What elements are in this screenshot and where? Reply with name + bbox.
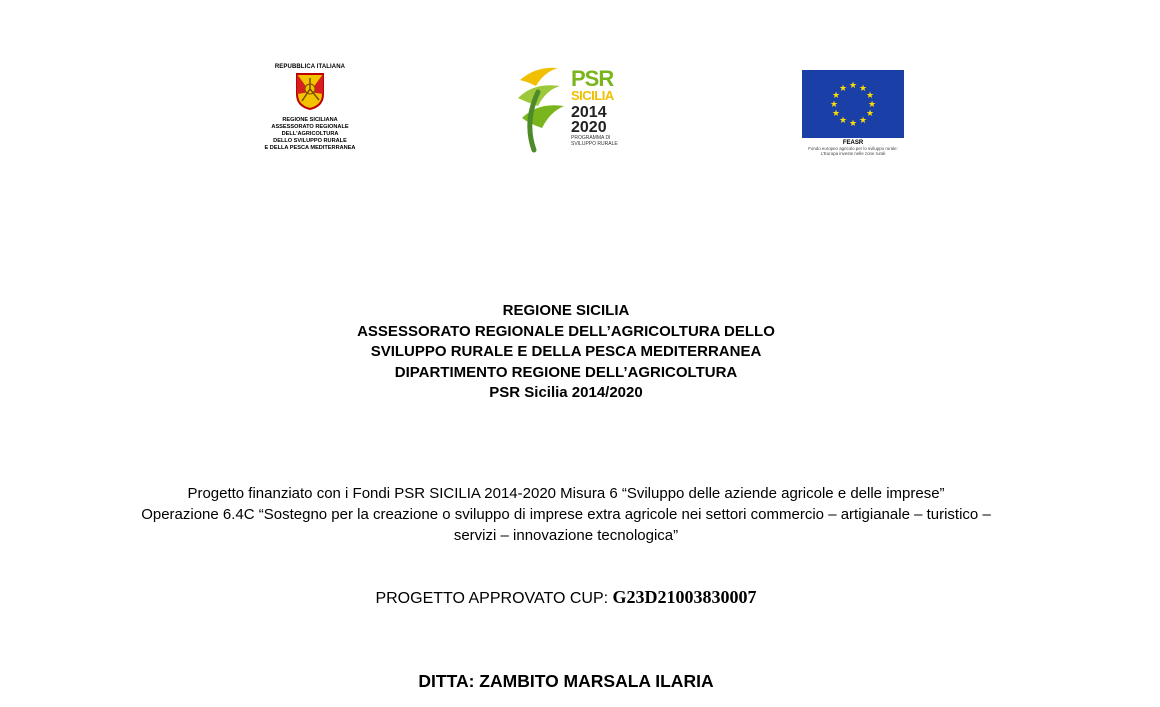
feasr-description: L'Europa investe nelle zone rurali: [820, 151, 886, 156]
cup-line: [0, 587, 1132, 608]
eu-stars-icon: [802, 70, 904, 138]
description-line: Progetto finanziato con i Fondi PSR SICILIA 2014-2020 Misura 6 “Sviluppo delle aziende agricole e delle imprese”: [187, 485, 945, 502]
regione-line: DELL'AGRICOLTURA: [281, 131, 339, 137]
svg-text:★: ★: [867, 100, 877, 110]
svg-text:★: ★: [838, 84, 848, 94]
trinacria-shield-icon: [295, 72, 325, 110]
psr-program-label: [571, 136, 618, 147]
svg-text:★: ★: [848, 81, 858, 91]
cup-label: PROGETTO APPROVATO CUP:: [375, 590, 613, 607]
psr-subtitle: SICILIA: [571, 88, 614, 103]
regione-siciliana-logo: [250, 64, 370, 152]
feasr-description: Fondo europeo agricolo per lo sviluppo rurale:: [808, 146, 898, 151]
regione-line: REGIONE SICILIANA: [282, 117, 338, 123]
heading-line: DIPARTIMENTO REGIONE DELL’AGRICOLTURA: [394, 363, 738, 381]
svg-text:★: ★: [848, 119, 858, 129]
document-heading: [0, 301, 1132, 404]
feasr-label: FEASR: [842, 140, 864, 146]
svg-text:★: ★: [858, 84, 868, 94]
regione-line: E DELLA PESCA MEDITERRANEA: [264, 145, 356, 151]
company-name: DITTA: ZAMBITO MARSALA ILARIA: [418, 671, 714, 691]
description-line: servizi – innovazione tecnologica”: [453, 527, 679, 544]
project-description: [0, 483, 1132, 546]
svg-text:★: ★: [838, 116, 848, 126]
cup-code: G23D21003830007: [612, 587, 757, 607]
psr-title: PSR: [571, 66, 614, 91]
description-line: Operazione 6.4C “Sostegno per la creazione o sviluppo di imprese extra agricole nei settori commercio – artigianale – turistico –: [141, 506, 991, 523]
heading-line: SVILUPPO RURALE E DELLA PESCA MEDITERRANEA: [370, 343, 762, 360]
svg-text:★: ★: [831, 109, 841, 119]
eu-feasr-logo: [796, 70, 910, 156]
republic-label: REPUBBLICA ITALIANA: [274, 64, 346, 70]
svg-text:★: ★: [858, 116, 868, 126]
heading-line: ASSESSORATO REGIONALE DELL’AGRICOLTURA DELLO: [357, 322, 775, 340]
psr-program-line: SVILUPPO RURALE: [571, 140, 618, 147]
svg-text:★: ★: [865, 109, 875, 119]
wheat-leaves-icon: [514, 62, 570, 157]
heading-line: REGIONE SICILIA: [502, 302, 630, 319]
psr-program-line: PROGRAMMA DI: [571, 135, 611, 141]
eu-flag-icon: [802, 70, 904, 138]
psr-year-end: 2020: [571, 119, 607, 136]
svg-text:★: ★: [831, 91, 841, 101]
svg-text:★: ★: [829, 100, 839, 110]
psr-sicilia-logo: [514, 62, 624, 157]
heading-line: PSR Sicilia 2014/2020: [489, 384, 643, 401]
regione-line: DELLO SVILUPPO RURALE: [273, 138, 347, 144]
svg-text:★: ★: [865, 91, 875, 101]
psr-year-start: 2014: [571, 104, 607, 121]
regione-line: ASSESSORATO REGIONALE: [271, 124, 349, 130]
